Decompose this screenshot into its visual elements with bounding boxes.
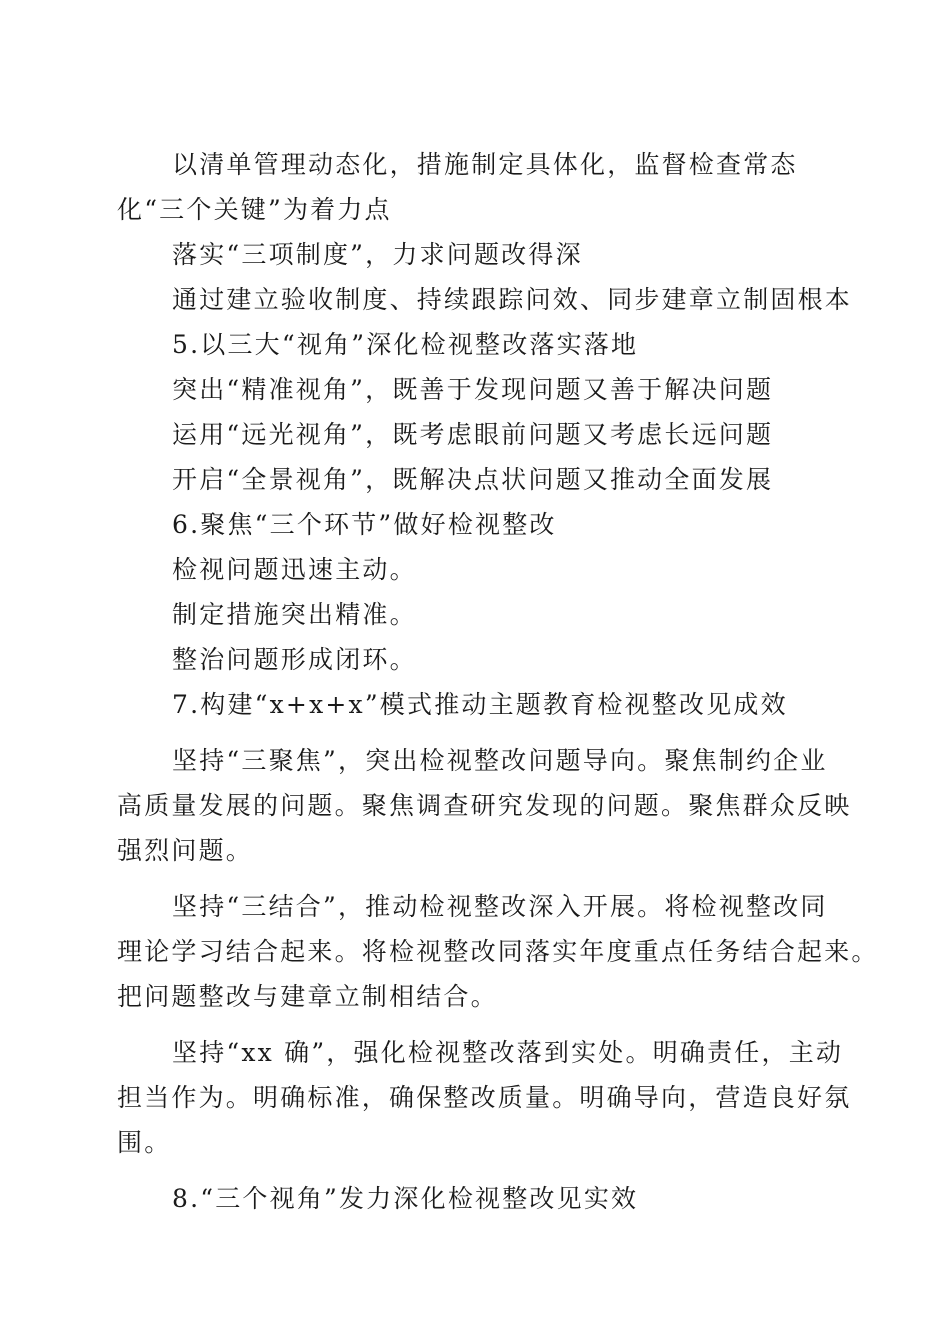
paragraph-line: 开启“全景视角”，既解决点状问题又推动全面发展 [172, 465, 774, 494]
section-heading: 8.“三个视角”发力深化检视整改见实效 [172, 1184, 639, 1213]
section-heading: 5.以三大“视角”深化检视整改落实落地 [172, 330, 639, 359]
paragraph-line: 检视问题迅速主动。 [172, 555, 417, 584]
paragraph-line: 突出“精准视角”，既善于发现问题又善于解决问题 [172, 375, 774, 404]
paragraph-three-focus [117, 738, 852, 873]
paragraph-xx-clarify [117, 1030, 852, 1165]
paragraph-line: 把问题整改与建章立制相结合。 [117, 982, 498, 1011]
paragraph-line: 坚持“三聚焦”，突出检视整改问题导向。聚焦制约企业 [172, 746, 828, 775]
paragraph-line: 高质量发展的问题。聚焦调查研究发现的问题。聚焦群众反映 [117, 791, 852, 820]
paragraph-line: 理论学习结合起来。将检视整改同落实年度重点任务结合起来。 [117, 937, 879, 966]
paragraph-line: 化“三个关键”为着力点 [117, 195, 392, 224]
paragraph-line: 运用“远光视角”，既考虑眼前问题又考虑长远问题 [172, 420, 774, 449]
paragraph-three-combine [117, 884, 879, 1019]
paragraph-line: 担当作为。明确标准，确保整改质量。明确导向，营造良好氛 [117, 1083, 852, 1112]
paragraph-line: 通过建立验收制度、持续跟踪问效、同步建章立制固根本 [172, 285, 853, 314]
section-heading: 7.构建“x+x+x”模式推动主题教育检视整改见成效 [172, 690, 788, 719]
document-body [117, 142, 879, 1221]
section-heading: 6.聚焦“三个环节”做好检视整改 [172, 510, 557, 539]
paragraph-line: 围。 [117, 1128, 172, 1157]
paragraph-line: 坚持“xx 确”，强化检视整改落到实处。明确责任，主动 [172, 1038, 844, 1067]
paragraph-line: 坚持“三结合”，推动检视整改深入开展。将检视整改同 [172, 892, 828, 921]
paragraph-line: 以清单管理动态化，措施制定具体化，监督检查常态 [172, 150, 798, 179]
subheading-line: 落实“三项制度”，力求问题改得深 [172, 240, 583, 269]
paragraph-line: 制定措施突出精准。 [172, 600, 417, 629]
paragraph-line: 强烈问题。 [117, 836, 254, 865]
paragraph-line: 整治问题形成闭环。 [172, 645, 417, 674]
section-eight [117, 1176, 833, 1221]
